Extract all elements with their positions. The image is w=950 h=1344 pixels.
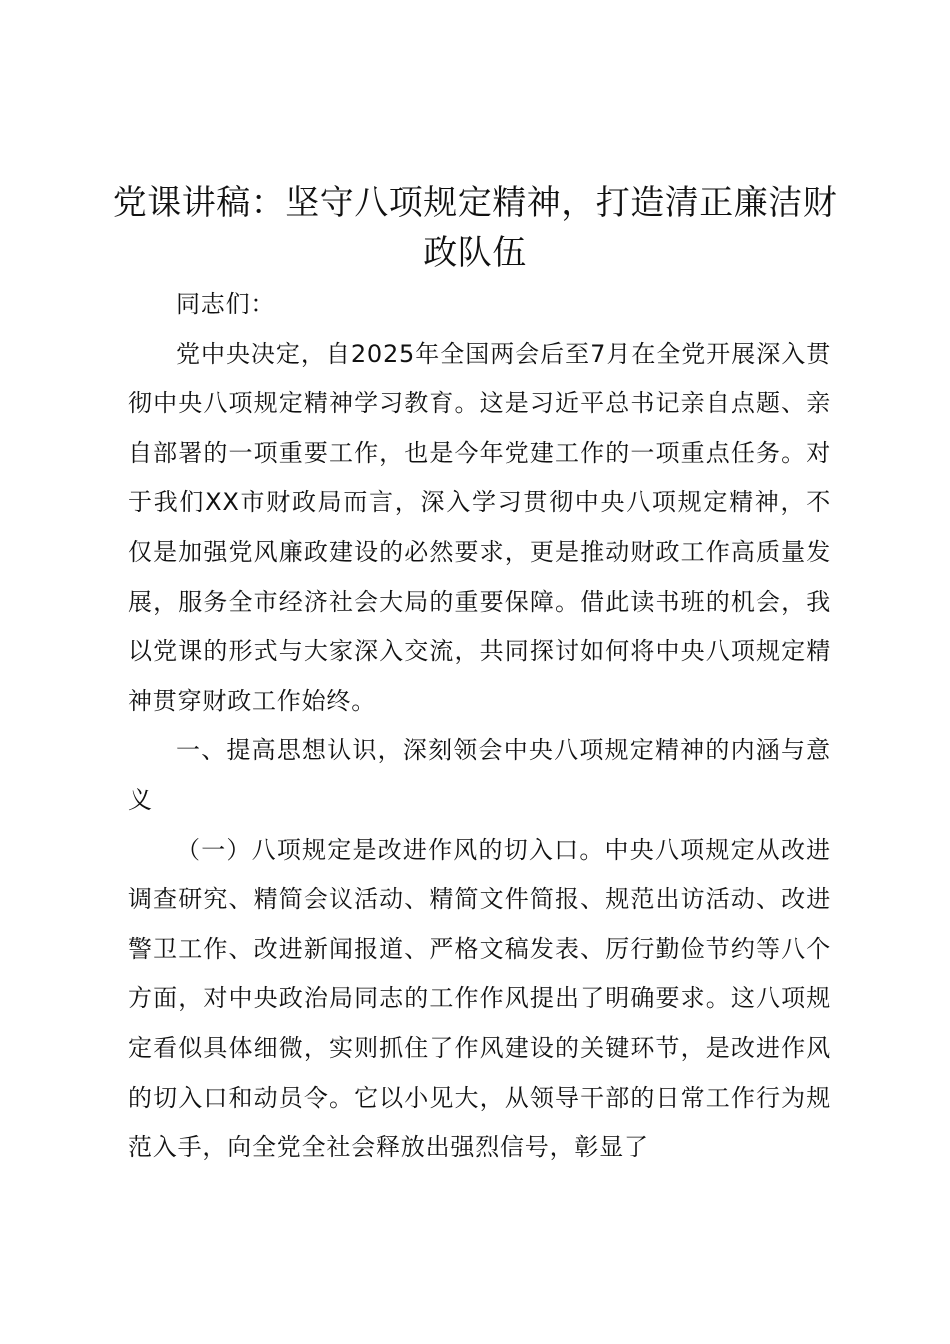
salutation-paragraph: 同志们： — [176, 290, 276, 318]
intro-paragraph: 党中央决定，自2025年全国两会后至7月在全党开展深入贯彻中央八项规定精神学习教育。这是习近平总书记亲自点题、亲自部署的一项重要工作，也是今年党建工作的一项重点任务。对于我们XX市财政局而言，深入学习贯彻中央八项规定精神，不仅是加强党风廉政建设的必然要求，更是推动财政工作高质量发展，服务全市经济社会大局的重要保障。借此读书班的机会，我以党课的形式与大家深入交流，共同探讨如何将中央八项规定精神贯穿财政工作始终。 — [128, 339, 831, 715]
document-title: 党课讲稿：坚守八项规定精神，打造清正廉洁财政队伍 — [112, 183, 838, 273]
subsection-paragraph: （一）八项规定是改进作风的切入口。中央八项规定从改进调查研究、精简会议活动、精简文件简报、规范出访活动、改进警卫工作、改进新闻报道、严格文稿发表、厉行勤俭节约等八个方面，对中央政治局同志的工作作风提出了明确要求。这八项规定看似具体细微，实则抓住了作风建设的关键环节，是改进作风的切入口和动员令。它以小见大，从领导干部的日常工作行为规范入手，向全党全社会释放出强烈信号，彰显了 — [128, 835, 831, 1162]
document-body — [128, 280, 831, 1173]
section-heading: 一、提高思想认识，深刻领会中央八项规定精神的内涵与意义 — [128, 736, 831, 814]
